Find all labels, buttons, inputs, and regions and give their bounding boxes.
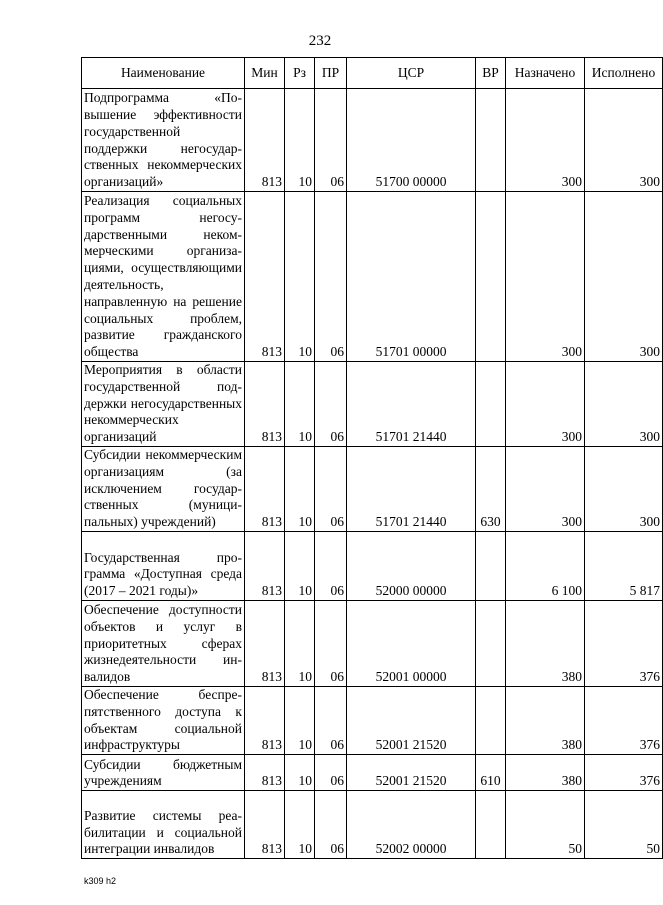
row-csr: 52001 00000 [347, 601, 476, 687]
row-name: Субсидии бюджетным учреждениям [82, 755, 245, 791]
row-name: Государственная программа «Доступная среда (2017 – 2021 годы)» [82, 532, 245, 601]
row-assigned: 300 [506, 192, 585, 362]
table-row [82, 362, 663, 447]
row-csr: 51701 00000 [347, 192, 476, 362]
header-pr: ПР [315, 58, 347, 89]
row-executed: 376 [585, 755, 663, 791]
row-vr [476, 192, 506, 362]
row-pr: 06 [315, 447, 347, 532]
row-executed: 300 [585, 192, 663, 362]
row-executed: 376 [585, 687, 663, 755]
table-row [82, 791, 663, 859]
row-vr [476, 362, 506, 447]
row-executed: 5 817 [585, 532, 663, 601]
row-vr: 610 [476, 755, 506, 791]
row-rz: 10 [285, 362, 315, 447]
row-rz: 10 [285, 447, 315, 532]
row-assigned: 300 [506, 362, 585, 447]
table-row [82, 532, 663, 601]
table-row [82, 755, 663, 791]
row-rz: 10 [285, 601, 315, 687]
table-header-row [82, 58, 663, 89]
row-csr: 52001 21520 [347, 687, 476, 755]
header-vr: ВР [476, 58, 506, 89]
budget-table [81, 57, 663, 859]
table-row [82, 447, 663, 532]
row-vr [476, 601, 506, 687]
row-min: 813 [245, 362, 285, 447]
row-pr: 06 [315, 601, 347, 687]
row-pr: 06 [315, 362, 347, 447]
row-pr: 06 [315, 755, 347, 791]
row-vr [476, 791, 506, 859]
row-rz: 10 [285, 791, 315, 859]
row-rz: 10 [285, 687, 315, 755]
row-pr: 06 [315, 192, 347, 362]
table-row [82, 687, 663, 755]
row-min: 813 [245, 447, 285, 532]
row-name: Обеспечение доступности объектов и услуг в приоритетных сферах жизнедеятельности инвалидов [82, 601, 245, 687]
row-name: Реализация социальных программ негосударственными некоммерческими организациями, осуществляющими деятельность, направленную на решение социальных проблем, развитие гражданского общества [82, 192, 245, 362]
row-pr: 06 [315, 89, 347, 192]
header-assigned: Назначено [506, 58, 585, 89]
row-assigned: 380 [506, 687, 585, 755]
header-min: Мин [245, 58, 285, 89]
row-vr [476, 687, 506, 755]
row-pr: 06 [315, 791, 347, 859]
page-number: 232 [308, 33, 332, 49]
row-min: 813 [245, 89, 285, 192]
table-row [82, 601, 663, 687]
row-vr [476, 532, 506, 601]
header-csr: ЦСР [347, 58, 476, 89]
row-vr [476, 89, 506, 192]
row-assigned: 6 100 [506, 532, 585, 601]
row-rz: 10 [285, 755, 315, 791]
row-csr: 52000 00000 [347, 532, 476, 601]
header-executed: Исполнено [585, 58, 663, 89]
row-min: 813 [245, 532, 285, 601]
row-csr: 51700 00000 [347, 89, 476, 192]
row-assigned: 300 [506, 89, 585, 192]
row-csr: 51701 21440 [347, 362, 476, 447]
row-pr: 06 [315, 687, 347, 755]
row-assigned: 380 [506, 755, 585, 791]
row-name: Развитие системы реабилитации и социальной интеграции инвалидов [82, 791, 245, 859]
row-rz: 10 [285, 192, 315, 362]
table-row [82, 89, 663, 192]
row-pr: 06 [315, 532, 347, 601]
row-min: 813 [245, 192, 285, 362]
row-rz: 10 [285, 89, 315, 192]
row-min: 813 [245, 755, 285, 791]
row-executed: 300 [585, 362, 663, 447]
header-rz: Рз [285, 58, 315, 89]
row-csr: 51701 21440 [347, 447, 476, 532]
row-executed: 300 [585, 447, 663, 532]
row-name: Мероприятия в области государственной поддержки негосударственных некоммерческих организаций [82, 362, 245, 447]
row-assigned: 300 [506, 447, 585, 532]
row-name: Обеспечение беспрепятственного доступа к объектам социальной инфраструктуры [82, 687, 245, 755]
row-assigned: 50 [506, 791, 585, 859]
row-rz: 10 [285, 532, 315, 601]
row-min: 813 [245, 791, 285, 859]
row-min: 813 [245, 687, 285, 755]
row-csr: 52001 21520 [347, 755, 476, 791]
row-executed: 376 [585, 601, 663, 687]
row-executed: 50 [585, 791, 663, 859]
row-name: Субсидии некоммерческим организациям (за исключением государственных (муниципальных) учреждений) [82, 447, 245, 532]
footer-code: k309 h2 [84, 876, 117, 886]
row-min: 813 [245, 601, 285, 687]
row-csr: 52002 00000 [347, 791, 476, 859]
row-name: Подпрограмма «Повышение эффективности государственной поддержки негосударственных некоммерческих организаций» [82, 89, 245, 192]
row-executed: 300 [585, 89, 663, 192]
header-name: Наименование [82, 58, 245, 89]
row-assigned: 380 [506, 601, 585, 687]
table-row [82, 192, 663, 362]
row-vr: 630 [476, 447, 506, 532]
